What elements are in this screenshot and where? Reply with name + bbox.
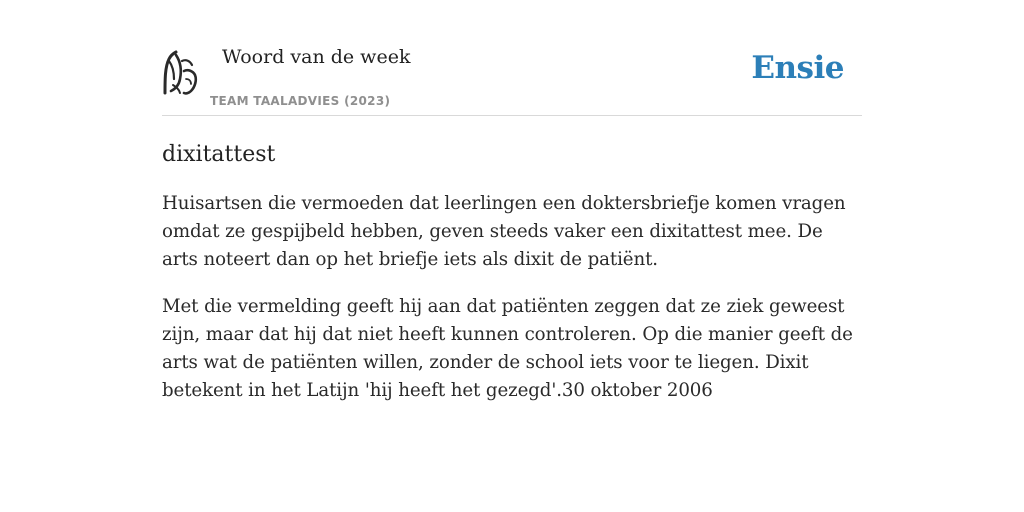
flemish-lion-logo-icon	[162, 49, 198, 95]
entry-paragraph-1: Huisartsen die vermoeden dat leerlingen een doktersbriefje komen vragen omdat ze gespijbeld hebben, geven steeds vaker een dixitattest mee. De arts noteert dan op het briefje iets als dixit de patiënt.	[162, 193, 846, 270]
word-card	[162, 40, 862, 405]
entry-title: dixitattest	[162, 142, 276, 167]
ensie-brand-link[interactable]: Ensie	[751, 50, 844, 86]
entry-paragraph-2: Met die vermelding geeft hij aan dat patiënten zeggen dat ze ziek geweest zijn, maar dat hij dat niet heeft kunnen controleren. Op die manier geeft de arts wat de patiënten willen, zonder de school iets voor te liegen. Dixit betekent in het Latijn 'hij heeft het gezegd'.30 oktober 2006	[162, 296, 853, 401]
author-label: TEAM TAALADVIES (2023)	[210, 94, 391, 108]
card-header	[162, 40, 862, 116]
series-title: Woord van de week	[222, 46, 411, 68]
